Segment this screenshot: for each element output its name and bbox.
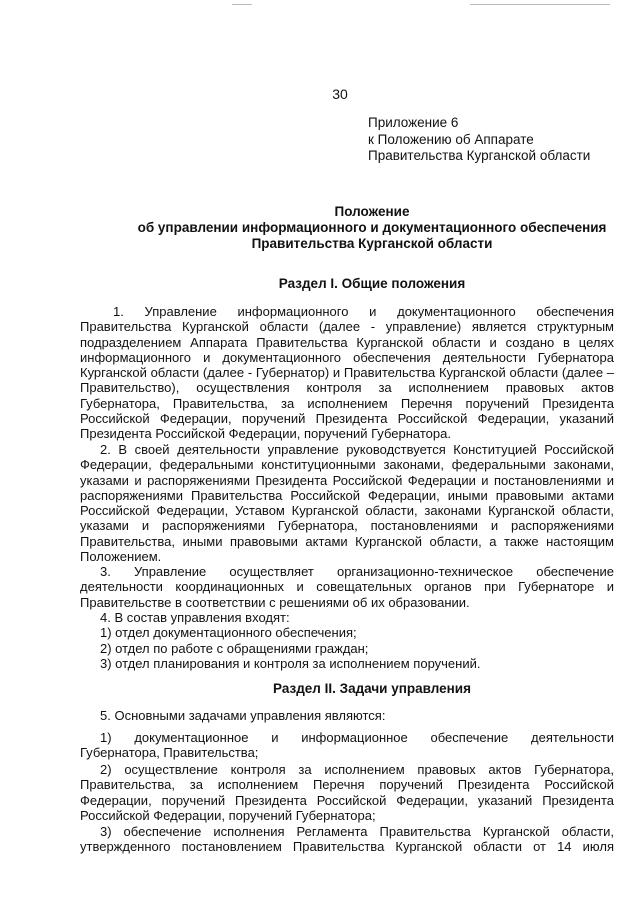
appendix-line: Приложение 6	[368, 115, 459, 130]
section-2-heading: Раздел II. Задачи управления	[273, 681, 471, 696]
task-3	[80, 824, 614, 855]
paragraph-4	[80, 610, 614, 671]
text-line: информационного и документационного обеспечения деятельности Губернатора	[80, 349, 614, 365]
text-line: Положением.	[80, 549, 162, 565]
title-line: Правительства Курганской области	[251, 236, 493, 251]
text-line: Российской Федерации, поручений Президента Российской Федерации, указаний	[80, 411, 614, 427]
text-line: Президента Российской Федерации, поручений Губернатора.	[80, 426, 451, 442]
text-line: 1. Управление информационного и документационного обеспечения	[113, 304, 614, 319]
text-line: Губернатора, Правительства;	[80, 745, 259, 761]
appendix-line: Правительства Курганской области	[368, 148, 591, 163]
text-line: 1) документационное и информационное обеспечение деятельности	[100, 730, 614, 745]
text-line: 3) обеспечение исполнения Регламента Правительства Курганской области,	[100, 824, 614, 839]
task-1	[80, 730, 614, 761]
scan-artifact	[232, 4, 252, 5]
text-line: Российской Федерации, поручений Губернатора;	[80, 807, 376, 823]
paragraph-5	[80, 708, 614, 723]
paragraph-2	[80, 442, 614, 564]
text-line: подразделением Аппарата Правительства Курганской области и создано в целях	[80, 334, 614, 350]
scan-artifact	[470, 4, 610, 5]
list-item: 1) отдел документационного обеспечения;	[100, 625, 357, 641]
appendix-note	[368, 115, 590, 165]
text-line: Правительство), осуществления контроля за исполнением правовых актов	[80, 380, 614, 396]
text-line: утвержденного постановлением Правительства Курганской области от 14 июля	[80, 839, 614, 855]
text-line: Российской Федерации, Уставом Курганской области, законами Курганской области,	[80, 503, 614, 519]
text-line: деятельности координационных и совещательных органов при Губернаторе и	[80, 579, 614, 595]
text-line: Курганской области (далее - Губернатор) и Правительства Курганской области (далее –	[80, 365, 614, 381]
text-line: 3. Управление осуществляет организационно-техническое обеспечение	[100, 564, 614, 579]
page-number: 30	[332, 86, 348, 102]
text-line: Правительства Курганской области (далее - управление) является структурным	[80, 319, 614, 335]
paragraph-3	[80, 564, 614, 610]
text-line: Федерации, федеральными конституционными законами, федеральными законами,	[80, 457, 614, 473]
list-item: 3) отдел планирования и контроля за исполнением поручений.	[100, 655, 481, 671]
task-2	[80, 762, 614, 823]
text-line: 2. В своей деятельности управление руководствуется Конституцией Российской	[100, 442, 614, 457]
text-line: 5. Основными задачами управления являются:	[100, 708, 386, 723]
document-title	[80, 204, 640, 252]
list-item: 2) отдел по работе с обращениями граждан;	[100, 640, 369, 656]
text-line: Губернатора, Правительства, за исполнением Перечня поручений Президента	[80, 395, 614, 411]
title-line: Положение	[334, 204, 410, 219]
text-line: 2) осуществление контроля за исполнением правовых актов Губернатора,	[100, 762, 614, 777]
text-line: Федерации, поручений Президента Российской Федерации, указаний Президента	[80, 792, 614, 808]
text-line: Правительства, иными правовыми актами Курганской области, а также настоящим	[80, 533, 614, 549]
text-line: Правительстве в соответствии с решениями об их образовании.	[80, 594, 470, 610]
section-1-heading: Раздел I. Общие положения	[278, 276, 466, 291]
paragraph-1	[80, 304, 614, 442]
appendix-line: к Положению об Аппарате	[368, 131, 534, 147]
text-line: 4. В состав управления входят:	[100, 610, 290, 625]
text-line: указами и распоряжениями Губернатора, постановлениями и распоряжениями	[80, 518, 614, 534]
text-line: распоряжениями Правительства Российской Федерации, иными правовыми актами	[80, 487, 614, 503]
text-line: указами и распоряжениями Президента Российской Федерации и постановлениями и	[80, 472, 614, 488]
text-line: Правительства, за исполнением Перечня поручений Президента Российской	[80, 777, 614, 793]
title-line: об управлении информационного и документационного обеспечения	[137, 220, 607, 235]
